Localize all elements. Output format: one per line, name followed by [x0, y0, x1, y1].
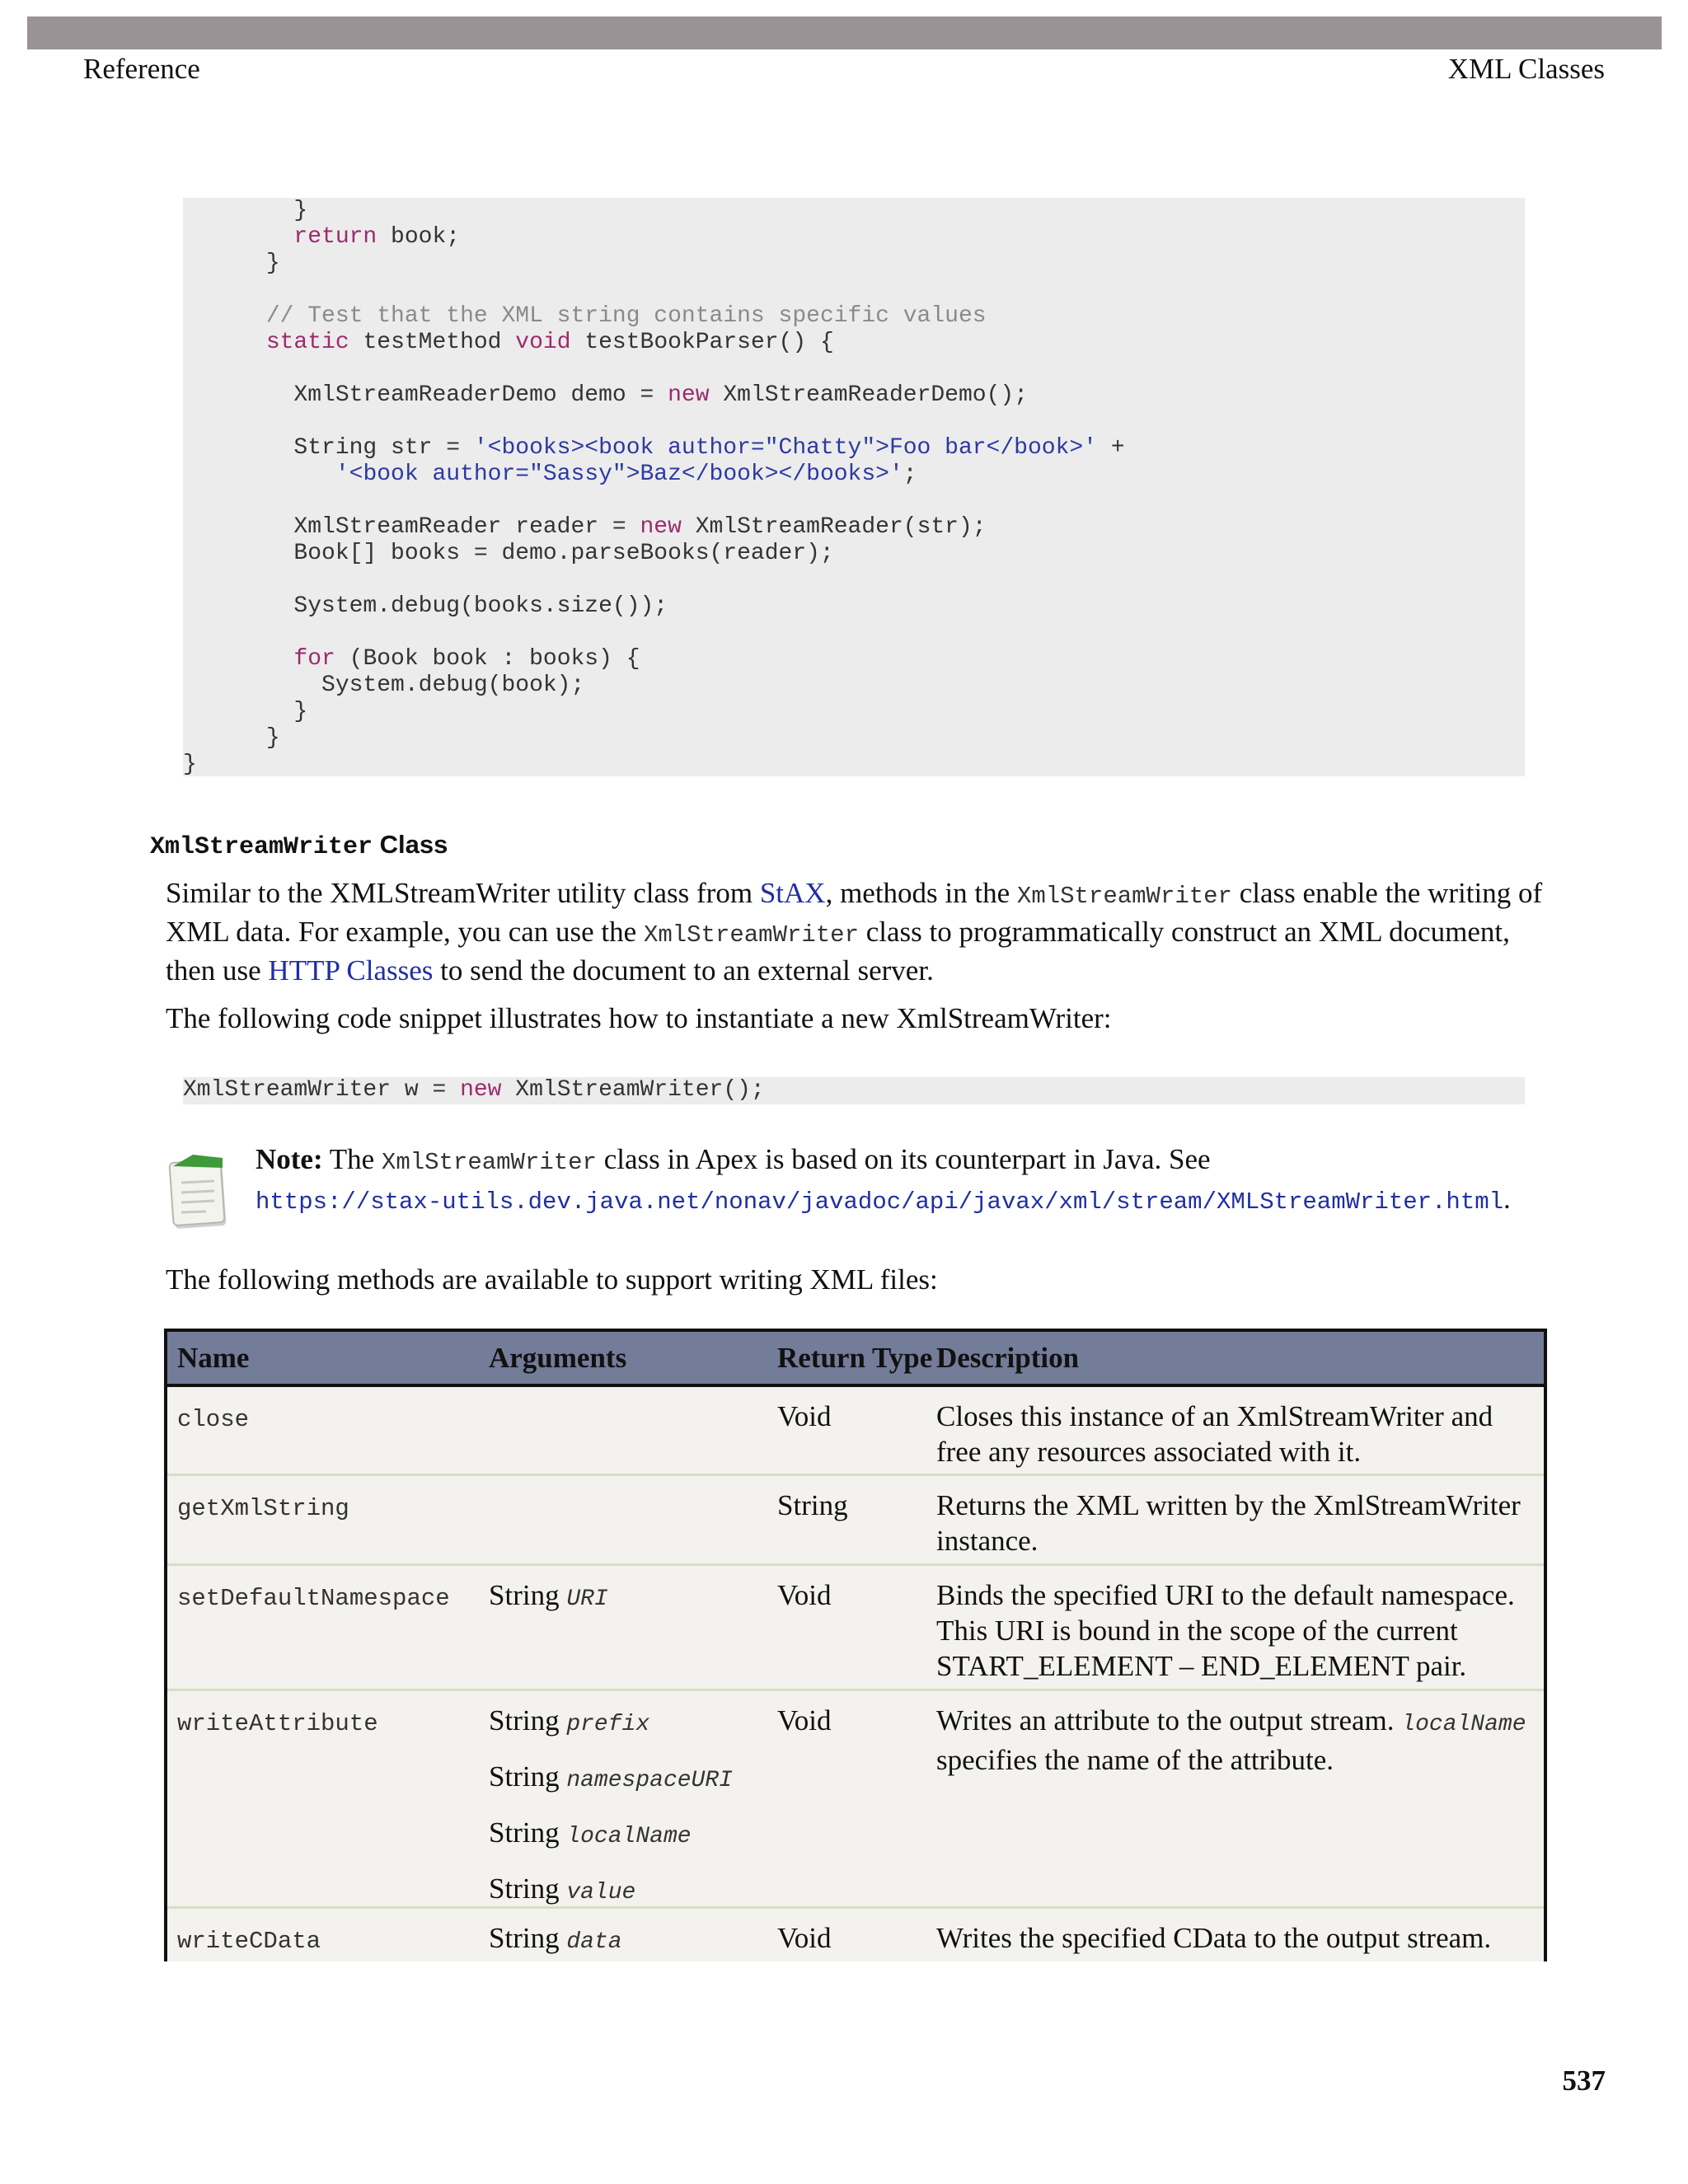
arg-name: URI [566, 1586, 608, 1612]
return-type: Void [777, 1579, 832, 1611]
method-name: setDefaultNamespace [177, 1585, 450, 1612]
return-type: Void [777, 1704, 832, 1736]
para-text: to send the document to an external server. [433, 954, 934, 987]
code-comment: // Test that the XML string contains specific values [265, 303, 987, 329]
arg-type: String [489, 1922, 560, 1954]
code-text: + [1096, 435, 1125, 461]
code-text: } [183, 699, 308, 724]
code-line [183, 462, 917, 487]
code-keyword: return [293, 224, 377, 250]
code-text: String str = [183, 435, 474, 461]
arg-name: value [566, 1880, 636, 1905]
code-text: } [183, 725, 280, 751]
code-line [183, 382, 1028, 408]
table-row [167, 1909, 1544, 1961]
section-title [150, 830, 448, 861]
desc-code: localName [1401, 1712, 1526, 1737]
note-text [256, 1141, 1657, 1221]
method-arguments [489, 1387, 777, 1474]
code-text: XmlStreamReaderDemo(); [709, 382, 1028, 408]
note-icon [168, 1150, 232, 1232]
methods-table [164, 1329, 1547, 1961]
code-line [183, 593, 668, 619]
code-string: '<book author="Sassy">Baz</book></books>' [335, 462, 903, 487]
code-text: XmlStreamReader(str); [681, 514, 987, 540]
code-text [183, 646, 293, 672]
code-keyword: new [460, 1077, 502, 1103]
code-keyword: static [265, 330, 349, 355]
note-body: The [322, 1143, 382, 1175]
table-row [167, 1566, 1544, 1691]
header-section-name: Reference [83, 53, 200, 85]
http-classes-link[interactable]: HTTP Classes [268, 954, 434, 987]
para-text: Similar to the XMLStreamWriter utility class from [166, 877, 760, 909]
code-line [183, 646, 640, 672]
para-text: class enable the writing of XML data. For example, you can use the [166, 877, 1543, 948]
code-line [183, 725, 280, 751]
argument [489, 1703, 777, 1742]
note-label: Note: [256, 1143, 323, 1175]
return-type: Void [777, 1400, 832, 1432]
top-bar [27, 16, 1662, 49]
code-text: ; [903, 462, 917, 487]
code-text [183, 462, 335, 487]
code-line [183, 435, 1125, 461]
para-text: , methods in the [825, 877, 1017, 909]
code-text: Book[] books = demo.parseBooks(reader); [183, 541, 834, 566]
code-line [183, 752, 197, 777]
code-line [183, 198, 307, 223]
code-line [183, 699, 307, 724]
code-keyword: for [293, 646, 335, 672]
header-description: Description [936, 1341, 1080, 1374]
page-number: 537 [1562, 2064, 1606, 2097]
code-text: XmlStreamWriter(); [501, 1077, 765, 1103]
method-arguments [489, 1691, 777, 1906]
arg-name: data [566, 1929, 622, 1955]
code-string: '<books><book author="Chatty">Foo bar</book>' [473, 435, 1097, 461]
method-name: close [177, 1406, 250, 1433]
inline-code: XmlStreamWriter [643, 921, 859, 949]
arg-type: String [489, 1872, 560, 1905]
method-description: Writes the specified CData to the output stream. [936, 1922, 1492, 1954]
code-text: } [183, 198, 308, 223]
method-name: getXmlString [177, 1495, 349, 1522]
argument [489, 1871, 777, 1910]
code-line [183, 330, 834, 355]
method-name: writeCData [177, 1928, 321, 1955]
header-name: Name [177, 1341, 250, 1374]
code-keyword: new [668, 382, 710, 408]
arg-name: prefix [566, 1712, 650, 1737]
snippet-code [183, 1076, 765, 1105]
intro-paragraph [166, 875, 1550, 988]
header-arguments: Arguments [489, 1341, 627, 1374]
code-text: } [183, 752, 197, 777]
methods-intro: The following methods are available to support writing XML files: [166, 1263, 938, 1296]
table-header [167, 1332, 1544, 1387]
code-text: testBookParser() { [570, 330, 834, 355]
desc-text: Writes an attribute to the output stream. [936, 1704, 1402, 1736]
code-line [183, 303, 987, 329]
arg-type: String [489, 1579, 560, 1611]
code-text: XmlStreamReaderDemo demo = [183, 382, 668, 408]
argument [489, 1920, 777, 1960]
code-text: (Book book : books) { [335, 646, 640, 672]
code-block [183, 198, 1125, 778]
code-keyword: new [640, 514, 682, 540]
table-row [167, 1691, 1544, 1909]
stax-link[interactable]: StAX [759, 877, 826, 909]
code-text: testMethod [349, 330, 516, 355]
code-text [183, 303, 266, 329]
section-title-text: Class [379, 830, 448, 859]
arg-type: String [489, 1704, 560, 1736]
arg-type: String [489, 1760, 560, 1793]
code-text [183, 224, 293, 250]
code-text: book; [377, 224, 461, 250]
code-line [183, 673, 584, 698]
arg-name: namespaceURI [566, 1768, 733, 1793]
method-name: writeAttribute [177, 1710, 378, 1737]
return-type: String [777, 1489, 848, 1521]
method-arguments [489, 1476, 777, 1563]
section-title-code: XmlStreamWriter [150, 833, 373, 861]
return-type: Void [777, 1922, 832, 1954]
argument [489, 1759, 777, 1798]
arg-type: String [489, 1816, 560, 1849]
method-description: Closes this instance of an XmlStreamWriter and free any resources associated with it. [936, 1400, 1493, 1468]
header-chapter-name: XML Classes [1447, 53, 1605, 85]
code-text: System.debug(book); [183, 673, 585, 698]
code-text: XmlStreamReader reader = [183, 514, 640, 540]
code-line [183, 224, 460, 250]
code-line [183, 541, 834, 566]
code-text [183, 330, 266, 355]
note-body: class in Apex is based on its counterpart in Java. See [596, 1143, 1211, 1175]
code-line [183, 251, 280, 276]
method-arguments [489, 1566, 777, 1689]
argument [489, 1577, 777, 1617]
java-doc-link[interactable]: https://stax-utils.dev.java.net/nonav/javadoc/api/javax/xml/stream/XMLStreamWriter.html [256, 1188, 1504, 1216]
snippet-intro: The following code snippet illustrates how to instantiate a new XmlStreamWriter: [166, 1002, 1112, 1034]
code-text: } [183, 251, 280, 276]
method-description: Binds the specified URI to the default namespace. This URI is bound in the scope of the current START_ELEMENT – END_ELEMENT pair. [936, 1579, 1515, 1682]
table-row [167, 1476, 1544, 1566]
inline-code: XmlStreamWriter [1016, 883, 1232, 910]
method-description [936, 1691, 1544, 1906]
code-keyword: void [515, 330, 571, 355]
inline-code: XmlStreamWriter [381, 1149, 597, 1176]
arg-name: localName [566, 1824, 692, 1849]
desc-text: specifies the name of the attribute. [936, 1744, 1334, 1776]
argument [489, 1815, 777, 1854]
method-description: Returns the XML written by the XmlStreamWriter instance. [936, 1489, 1521, 1557]
table-row [167, 1387, 1544, 1476]
note-body: . [1503, 1183, 1511, 1215]
method-arguments [489, 1909, 777, 1961]
para-text: class to programmatically construct an XML document, then use [166, 916, 1510, 987]
code-text: System.debug(books.size()); [183, 593, 668, 619]
code-line [183, 514, 987, 540]
header-return-type: Return Type [777, 1341, 933, 1374]
code-text: XmlStreamWriter w = [183, 1077, 461, 1103]
